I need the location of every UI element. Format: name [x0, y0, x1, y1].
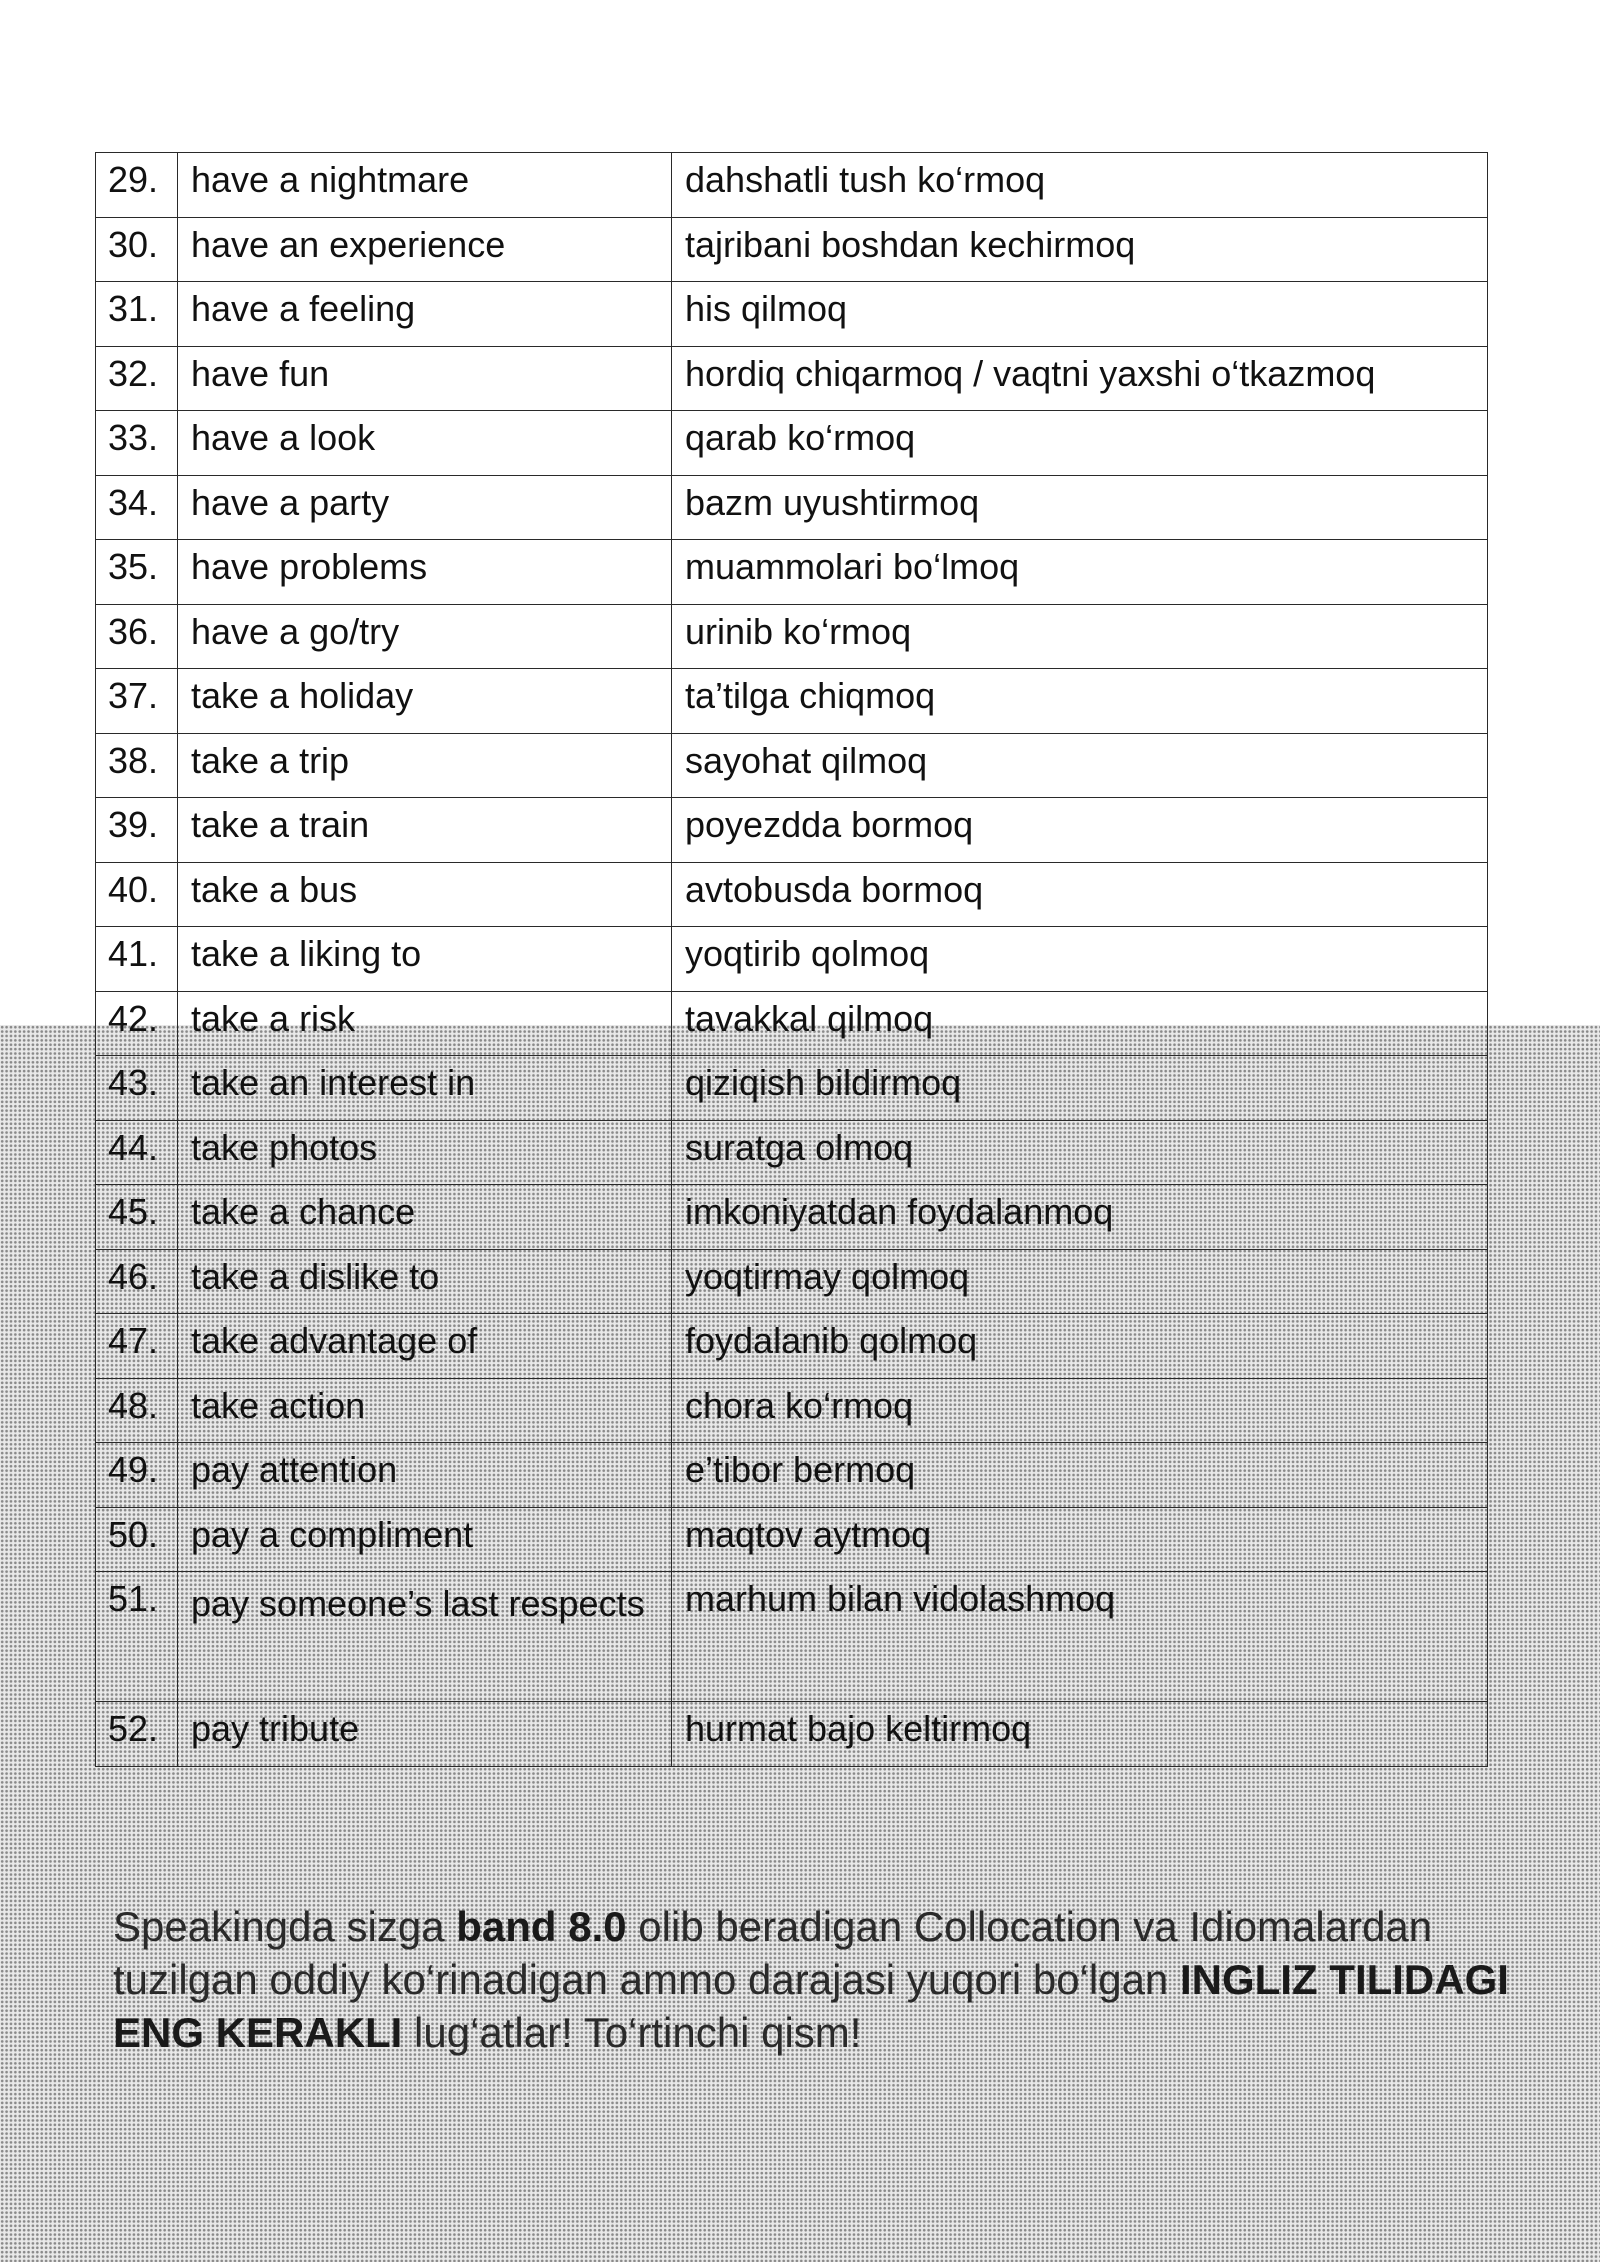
promo-text-part1: Speakingda sizga: [113, 1903, 457, 1950]
row-number: 51.: [96, 1572, 178, 1702]
uzbek-translation: tavakkal qilmoq: [672, 991, 1488, 1056]
english-collocation: take photos: [178, 1120, 672, 1185]
english-collocation: have an experience: [178, 217, 672, 282]
table-row: [96, 1056, 1488, 1121]
uzbek-translation: hordiq chiqarmoq / vaqtni yaxshi o‘tkazmoq: [672, 346, 1488, 411]
row-number: 48.: [96, 1378, 178, 1443]
uzbek-translation: avtobusda bormoq: [672, 862, 1488, 927]
table-row: [96, 798, 1488, 863]
uzbek-translation: his qilmoq: [672, 282, 1488, 347]
uzbek-translation: ta’tilga chiqmoq: [672, 669, 1488, 734]
english-collocation: have a feeling: [178, 282, 672, 347]
row-number: 37.: [96, 669, 178, 734]
table-row: [96, 862, 1488, 927]
english-collocation: take a holiday: [178, 669, 672, 734]
row-number: 38.: [96, 733, 178, 798]
table-row: [96, 153, 1488, 218]
english-collocation: have a nightmare: [178, 153, 672, 218]
uzbek-translation: tajribani boshdan kechirmoq: [672, 217, 1488, 282]
row-number: 42.: [96, 991, 178, 1056]
promo-text-part2: olib beradigan Collocation va Idiomalardan tuzilgan oddiy ko‘rinadigan ammo darajasi yuqori bo‘lgan: [113, 1903, 1433, 2003]
english-collocation: have a go/try: [178, 604, 672, 669]
table-row: [96, 604, 1488, 669]
table-row: [96, 217, 1488, 282]
uzbek-translation: poyezdda bormoq: [672, 798, 1488, 863]
row-number: 32.: [96, 346, 178, 411]
english-collocation: have a party: [178, 475, 672, 540]
uzbek-translation: sayohat qilmoq: [672, 733, 1488, 798]
row-number: 44.: [96, 1120, 178, 1185]
uzbek-translation: bazm uyushtirmoq: [672, 475, 1488, 540]
uzbek-translation: dahshatli tush ko‘rmoq: [672, 153, 1488, 218]
english-collocation: have problems: [178, 540, 672, 605]
row-number: 52.: [96, 1702, 178, 1767]
english-collocation: take an interest in: [178, 1056, 672, 1121]
row-number: 49.: [96, 1443, 178, 1508]
english-collocation: take a trip: [178, 733, 672, 798]
uzbek-translation: yoqtirmay qolmoq: [672, 1249, 1488, 1314]
uzbek-translation: maqtov aytmoq: [672, 1507, 1488, 1572]
promo-band-highlight: band 8.0: [456, 1903, 627, 1950]
english-collocation: take a liking to: [178, 927, 672, 992]
row-number: 47.: [96, 1314, 178, 1379]
english-collocation: take a risk: [178, 991, 672, 1056]
row-number: 29.: [96, 153, 178, 218]
table-row: [96, 540, 1488, 605]
table-row: [96, 1314, 1488, 1379]
table-row: [96, 1185, 1488, 1250]
english-collocation: take advantage of: [178, 1314, 672, 1379]
row-number: 41.: [96, 927, 178, 992]
row-number: 43.: [96, 1056, 178, 1121]
promo-paragraph: [113, 1900, 1513, 2059]
table-row: [96, 669, 1488, 734]
uzbek-translation: e’tibor bermoq: [672, 1443, 1488, 1508]
table-row: [96, 991, 1488, 1056]
collocation-vocabulary-table: [95, 152, 1488, 1767]
english-collocation: pay a compliment: [178, 1507, 672, 1572]
table-row: [96, 1120, 1488, 1185]
english-collocation: take a bus: [178, 862, 672, 927]
promo-title-highlight: INGLIZ TILIDAGI ENG KERAKLI: [113, 1956, 1509, 2056]
uzbek-translation: urinib ko‘rmoq: [672, 604, 1488, 669]
english-collocation: take action: [178, 1378, 672, 1443]
uzbek-translation: muammolari bo‘lmoq: [672, 540, 1488, 605]
vocabulary-table-body: [96, 153, 1488, 1767]
english-collocation: have a look: [178, 411, 672, 476]
row-number: 30.: [96, 217, 178, 282]
table-row: [96, 1378, 1488, 1443]
table-row: [96, 411, 1488, 476]
table-row: [96, 282, 1488, 347]
english-collocation: pay attention: [178, 1443, 672, 1508]
table-row: [96, 1249, 1488, 1314]
row-number: 36.: [96, 604, 178, 669]
row-number: 34.: [96, 475, 178, 540]
table-row: [96, 346, 1488, 411]
uzbek-translation: qiziqish bildirmoq: [672, 1056, 1488, 1121]
table-row: [96, 1507, 1488, 1572]
uzbek-translation: imkoniyatdan foydalanmoq: [672, 1185, 1488, 1250]
row-number: 46.: [96, 1249, 178, 1314]
uzbek-translation: chora ko‘rmoq: [672, 1378, 1488, 1443]
english-collocation: take a chance: [178, 1185, 672, 1250]
uzbek-translation: marhum bilan vidolashmoq: [672, 1572, 1488, 1702]
english-collocation: pay tribute: [178, 1702, 672, 1767]
uzbek-translation: hurmat bajo keltirmoq: [672, 1702, 1488, 1767]
table-row: [96, 1702, 1488, 1767]
table-row: [96, 733, 1488, 798]
row-number: 50.: [96, 1507, 178, 1572]
english-collocation: pay someone’s last respects: [178, 1572, 672, 1702]
uzbek-translation: qarab ko‘rmoq: [672, 411, 1488, 476]
row-number: 33.: [96, 411, 178, 476]
row-number: 31.: [96, 282, 178, 347]
english-collocation: take a dislike to: [178, 1249, 672, 1314]
promo-text-part3: lug‘atlar! To‘rtinchi qism!: [402, 2009, 862, 2056]
table-row: [96, 1572, 1488, 1702]
uzbek-translation: yoqtirib qolmoq: [672, 927, 1488, 992]
row-number: 39.: [96, 798, 178, 863]
english-collocation: take a train: [178, 798, 672, 863]
table-row: [96, 1443, 1488, 1508]
row-number: 45.: [96, 1185, 178, 1250]
table-row: [96, 475, 1488, 540]
row-number: 40.: [96, 862, 178, 927]
english-collocation: have fun: [178, 346, 672, 411]
table-row: [96, 927, 1488, 992]
uzbek-translation: suratga olmoq: [672, 1120, 1488, 1185]
uzbek-translation: foydalanib qolmoq: [672, 1314, 1488, 1379]
row-number: 35.: [96, 540, 178, 605]
